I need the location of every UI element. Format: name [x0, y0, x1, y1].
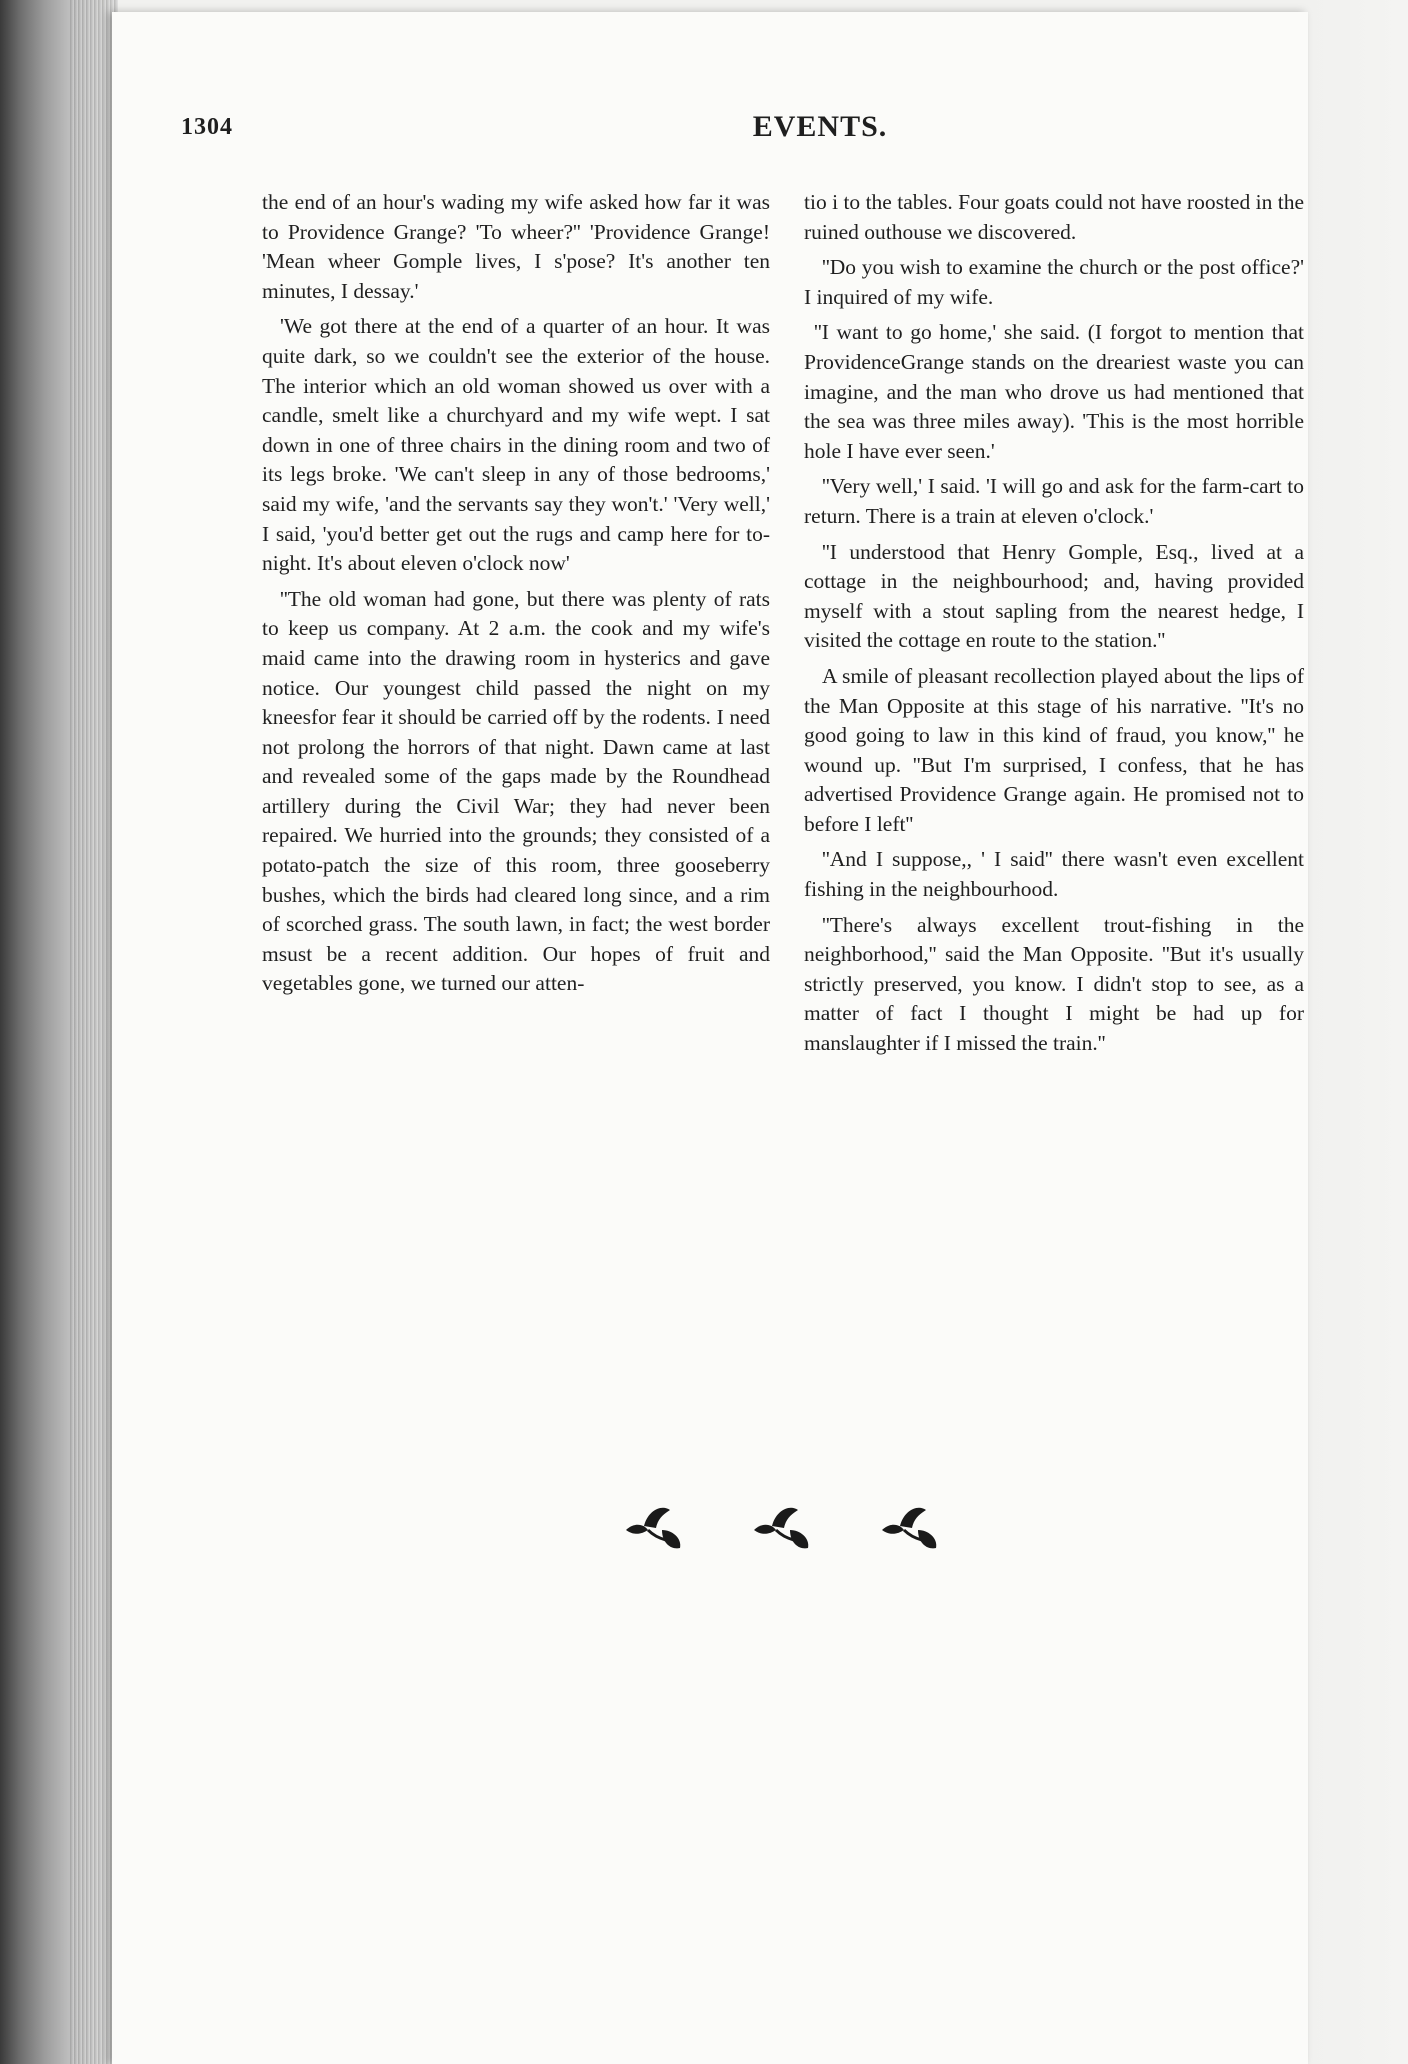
ornament-divider	[612, 1496, 972, 1556]
left-column	[262, 188, 770, 999]
paragraph: ''The old woman had gone, but there was plenty of rats to keep us company. At 2 a.m. the cook and my wife's maid came into the drawing room in hysterics and gave notice. Our youngest child passed the night on my kneesfor fear it should be carried off by the rodents. I need not prolong the horrors of that night. Dawn came at last and revealed some of the gaps made by the Roundhead artillery during the Civil War; they had never been repaired. We hurried into the grounds; they consisted of a potato-patch the size of this room, three gooseberry bushes, which the birds had cleared long since, and a rim of scorched grass. The south lawn, in fact; the west border msust be a recent addition. Our hopes of fruit and vegetables gone, we turned our atten-	[262, 586, 770, 996]
paragraph: the end of an hour's wading my wife asked how far it was to Providence Grange? 'To wheer?'' 'Providence Grange! 'Mean wheer Gomple lives, I s'pose? It's another ten minutes, I dessay.'	[262, 190, 770, 303]
paragraph: ''I understood that Henry Gomple, Esq., lived at a cottage in the neighbourhood; and, having provided myself with a stout sapling from the nearest hedge, I visited the cottage en route to the station.''	[804, 539, 1304, 653]
paragraph: ''Do you wish to examine the church or the post office?' I inquired of my wife.	[804, 255, 1304, 309]
leaf-dingbat-icon	[882, 1508, 936, 1549]
paragraph: tio i to the tables. Four goats could not have roosted in the ruined outhouse we discovered.	[804, 190, 1304, 244]
page-number: 1304	[181, 114, 233, 140]
paragraph: ''There's always excellent trout-fishing in the neighborhood,'' said the Man Opposite. ''But it's usually strictly preserved, you know. I didn't stop to see, as a matter of fact I thought I might be had up for manslaughter if I missed the train.''	[804, 912, 1304, 1056]
paragraph: ''I want to go home,' she said. (I forgot to mention that ProvidenceGrange stands on the dreariest waste you can imagine, and the man who drove us had mentioned that the sea was three miles away). 'This is the most horrible hole I have ever seen.'	[804, 320, 1304, 463]
scan-right-margin	[1308, 0, 1408, 2064]
paragraph: 'We got there at the end of a quarter of an hour. It was quite dark, so we couldn't see the exterior of the house. The interior which an old woman showed us over with a candle, smelt like a churchyard and my wife wept. I sat down in one of three chairs in the dining room and two of its legs broke. 'We can't sleep in any of those bedrooms,' said my wife, 'and the servants say they won't.' 'Very well,' I said, 'you'd better get out the rugs and camp here for to-night. It's about eleven o'clock now'	[262, 314, 770, 576]
right-column	[804, 188, 1304, 1059]
paragraph: A smile of pleasant recollection played about the lips of the Man Opposite at this stage of his narrative. ''It's no good going to law in this kind of fraud, you know,'' he wound up. ''But I'm surprised, I confess, that he has advertised Providence Grange again. He promised not to before I left''	[804, 663, 1304, 836]
paragraph: ''And I suppose,, ' I said'' there wasn't even excellent fishing in the neighbourhood.	[804, 847, 1304, 902]
leaf-dingbat-icon	[626, 1508, 680, 1549]
paragraph: ''Very well,' I said. 'I will go and ask for the farm-cart to return. There is a train at eleven o'clock.'	[804, 474, 1304, 528]
running-head: EVENTS.	[752, 110, 888, 143]
leaf-dingbat-icon	[754, 1508, 808, 1549]
page-stack-edges	[70, 0, 118, 2064]
